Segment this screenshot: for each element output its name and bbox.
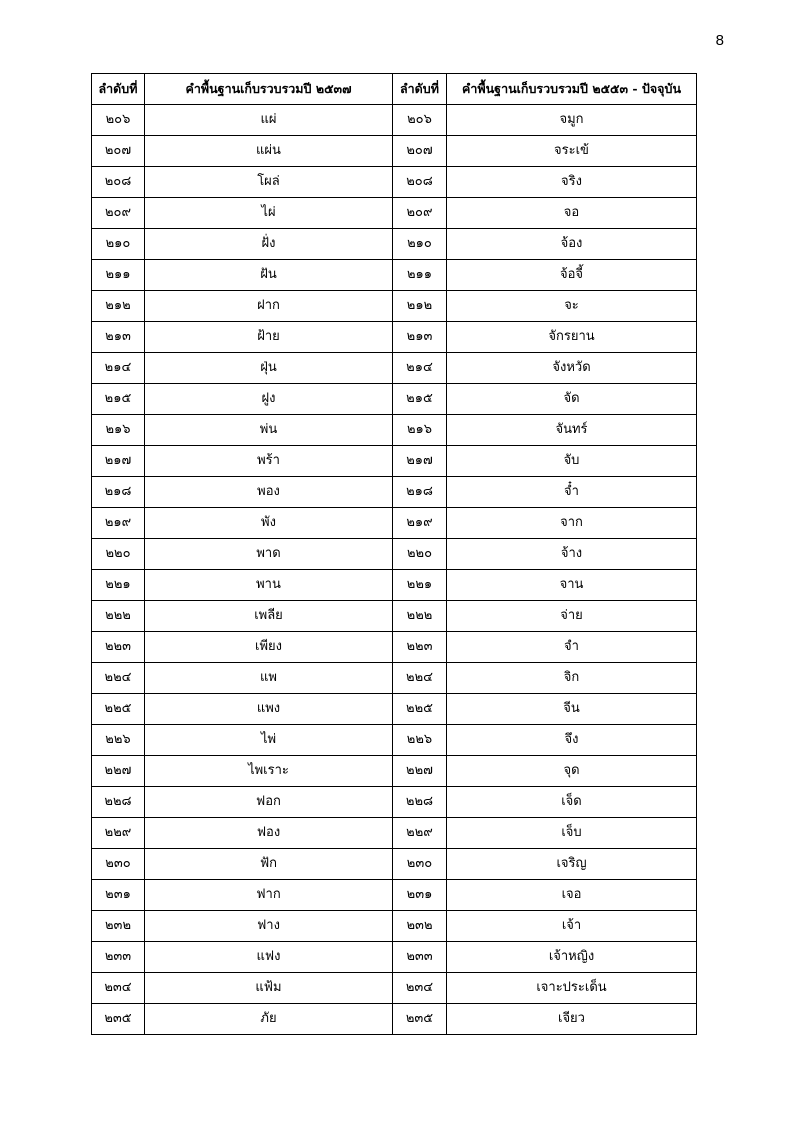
- table-row: [92, 942, 697, 973]
- word-2537: ฝั่ง: [145, 229, 393, 260]
- word-2553: เจาะประเด็น: [447, 973, 697, 1004]
- order-number-2537: ๒๑๔: [92, 353, 145, 384]
- word-2553: จัด: [447, 384, 697, 415]
- word-2537: แผ่น: [145, 136, 393, 167]
- word-2553: จักรยาน: [447, 322, 697, 353]
- order-number-2537: ๒๑๘: [92, 477, 145, 508]
- order-number-2553: ๒๓๔: [393, 973, 447, 1004]
- word-2553: จึง: [447, 725, 697, 756]
- header-order-2537: ลำดับที่: [92, 74, 145, 105]
- order-number-2553: ๒๑๐: [393, 229, 447, 260]
- order-number-2553: ๒๒๒: [393, 601, 447, 632]
- word-2537: แฟ้ม: [145, 973, 393, 1004]
- word-2553: จมูก: [447, 105, 697, 136]
- order-number-2553: ๒๑๖: [393, 415, 447, 446]
- word-2537: ฝุ่น: [145, 353, 393, 384]
- table-row: [92, 570, 697, 601]
- word-2553: จอ: [447, 198, 697, 229]
- order-number-2537: ๒๑๕: [92, 384, 145, 415]
- word-2537: ฟอง: [145, 818, 393, 849]
- order-number-2553: ๒๓๓: [393, 942, 447, 973]
- order-number-2537: ๒๐๘: [92, 167, 145, 198]
- table-row: [92, 725, 697, 756]
- word-2537: เพลีย: [145, 601, 393, 632]
- order-number-2537: ๒๓๓: [92, 942, 145, 973]
- order-number-2553: ๒๑๔: [393, 353, 447, 384]
- word-2553: เจียว: [447, 1004, 697, 1035]
- word-2553: จริง: [447, 167, 697, 198]
- table-header-row: [92, 74, 697, 105]
- order-number-2553: ๒๒๖: [393, 725, 447, 756]
- order-number-2553: ๒๓๕: [393, 1004, 447, 1035]
- order-number-2553: ๒๑๕: [393, 384, 447, 415]
- order-number-2537: ๒๐๖: [92, 105, 145, 136]
- order-number-2537: ๒๐๗: [92, 136, 145, 167]
- table-row: [92, 787, 697, 818]
- order-number-2537: ๒๒๘: [92, 787, 145, 818]
- order-number-2553: ๒๑๙: [393, 508, 447, 539]
- word-2553: จันทร์: [447, 415, 697, 446]
- word-2537: ไพเราะ: [145, 756, 393, 787]
- word-2553: จ๋ำ: [447, 477, 697, 508]
- word-2537: ภัย: [145, 1004, 393, 1035]
- word-2553: จระเข้: [447, 136, 697, 167]
- table-row: [92, 477, 697, 508]
- word-2553: จำ: [447, 632, 697, 663]
- table-row: [92, 353, 697, 384]
- word-2537: ไผ่: [145, 198, 393, 229]
- table-row: [92, 818, 697, 849]
- order-number-2553: ๒๑๓: [393, 322, 447, 353]
- word-2553: เจ็ด: [447, 787, 697, 818]
- word-2553: จ้าง: [447, 539, 697, 570]
- table-row: [92, 260, 697, 291]
- order-number-2537: ๒๒๗: [92, 756, 145, 787]
- order-number-2537: ๒๓๐: [92, 849, 145, 880]
- table-row: [92, 694, 697, 725]
- order-number-2537: ๒๒๖: [92, 725, 145, 756]
- header-words-2537: คำพื้นฐานเก็บรวบรวมปี ๒๕๓๗: [145, 74, 393, 105]
- order-number-2537: ๒๓๑: [92, 880, 145, 911]
- order-number-2553: ๒๓๑: [393, 880, 447, 911]
- table-row: [92, 880, 697, 911]
- table-row: [92, 756, 697, 787]
- order-number-2537: ๒๒๔: [92, 663, 145, 694]
- order-number-2553: ๒๐๖: [393, 105, 447, 136]
- table-row: [92, 446, 697, 477]
- word-2537: แฟง: [145, 942, 393, 973]
- order-number-2553: ๒๑๘: [393, 477, 447, 508]
- word-2553: เจ้าหญิง: [447, 942, 697, 973]
- table-row: [92, 384, 697, 415]
- order-number-2537: ๒๒๐: [92, 539, 145, 570]
- word-2553: เจ้า: [447, 911, 697, 942]
- order-number-2537: ๒๑๖: [92, 415, 145, 446]
- table-row: [92, 136, 697, 167]
- order-number-2537: ๒๑๓: [92, 322, 145, 353]
- order-number-2537: ๒๑๗: [92, 446, 145, 477]
- order-number-2553: ๒๒๑: [393, 570, 447, 601]
- order-number-2553: ๒๑๑: [393, 260, 447, 291]
- word-2537: ฟอก: [145, 787, 393, 818]
- header-words-2553: คำพื้นฐานเก็บรวบรวมปี ๒๕๕๓ - ปัจจุบัน: [447, 74, 697, 105]
- table-row: [92, 167, 697, 198]
- word-2537: แพง: [145, 694, 393, 725]
- order-number-2537: ๒๒๓: [92, 632, 145, 663]
- word-2553: จาก: [447, 508, 697, 539]
- order-number-2537: ๒๒๕: [92, 694, 145, 725]
- order-number-2553: ๒๒๘: [393, 787, 447, 818]
- word-2553: เจริญ: [447, 849, 697, 880]
- table-row: [92, 291, 697, 322]
- word-2553: จะ: [447, 291, 697, 322]
- word-2537: โผล่: [145, 167, 393, 198]
- order-number-2537: ๒๒๒: [92, 601, 145, 632]
- word-2553: จาน: [447, 570, 697, 601]
- order-number-2553: ๒๓๒: [393, 911, 447, 942]
- word-2553: จ้อง: [447, 229, 697, 260]
- word-2537: พอง: [145, 477, 393, 508]
- order-number-2553: ๒๓๐: [393, 849, 447, 880]
- table-row: [92, 849, 697, 880]
- order-number-2553: ๒๒๐: [393, 539, 447, 570]
- word-2553: จิก: [447, 663, 697, 694]
- order-number-2537: ๒๓๒: [92, 911, 145, 942]
- table-row: [92, 229, 697, 260]
- word-2553: จุด: [447, 756, 697, 787]
- order-number-2553: ๒๑๒: [393, 291, 447, 322]
- order-number-2553: ๒๒๓: [393, 632, 447, 663]
- word-2537: ไพ่: [145, 725, 393, 756]
- word-2553: จับ: [447, 446, 697, 477]
- header-order-2553: ลำดับที่: [393, 74, 447, 105]
- word-2537: ฝัน: [145, 260, 393, 291]
- order-number-2537: ๒๓๔: [92, 973, 145, 1004]
- word-2537: ฟาง: [145, 911, 393, 942]
- order-number-2537: ๒๑๙: [92, 508, 145, 539]
- order-number-2537: ๒๑๒: [92, 291, 145, 322]
- word-2553: จ่าย: [447, 601, 697, 632]
- word-2537: ฝ้าย: [145, 322, 393, 353]
- order-number-2537: ๒๑๑: [92, 260, 145, 291]
- table-row: [92, 322, 697, 353]
- page-number: 8: [715, 32, 724, 49]
- word-2553: เจอ: [447, 880, 697, 911]
- order-number-2537: ๒๑๐: [92, 229, 145, 260]
- order-number-2553: ๒๐๙: [393, 198, 447, 229]
- table-row: [92, 601, 697, 632]
- table-row: [92, 1004, 697, 1035]
- word-list-table: [91, 73, 697, 1035]
- order-number-2553: ๒๑๗: [393, 446, 447, 477]
- word-2537: ฟาก: [145, 880, 393, 911]
- table-row: [92, 663, 697, 694]
- table-row: [92, 415, 697, 446]
- word-2553: จีน: [447, 694, 697, 725]
- table-row: [92, 508, 697, 539]
- word-2537: พัง: [145, 508, 393, 539]
- order-number-2553: ๒๒๕: [393, 694, 447, 725]
- table-row: [92, 105, 697, 136]
- order-number-2537: ๒๒๑: [92, 570, 145, 601]
- word-2537: ฝาก: [145, 291, 393, 322]
- word-2537: พ่น: [145, 415, 393, 446]
- order-number-2553: ๒๒๗: [393, 756, 447, 787]
- word-2537: เพียง: [145, 632, 393, 663]
- word-2553: จ้อจี้: [447, 260, 697, 291]
- table-row: [92, 973, 697, 1004]
- table-row: [92, 539, 697, 570]
- order-number-2553: ๒๐๘: [393, 167, 447, 198]
- order-number-2537: ๒๒๙: [92, 818, 145, 849]
- word-2553: จังหวัด: [447, 353, 697, 384]
- table-body: [92, 105, 697, 1035]
- word-2537: พร้า: [145, 446, 393, 477]
- word-2537: ฟัก: [145, 849, 393, 880]
- word-2537: แพ: [145, 663, 393, 694]
- table-row: [92, 911, 697, 942]
- word-2537: แผ่: [145, 105, 393, 136]
- order-number-2553: ๒๐๗: [393, 136, 447, 167]
- table-row: [92, 632, 697, 663]
- order-number-2553: ๒๒๙: [393, 818, 447, 849]
- order-number-2553: ๒๒๔: [393, 663, 447, 694]
- order-number-2537: ๒๐๙: [92, 198, 145, 229]
- order-number-2537: ๒๓๕: [92, 1004, 145, 1035]
- word-2553: เจ็บ: [447, 818, 697, 849]
- word-2537: ฝูง: [145, 384, 393, 415]
- word-2537: พาด: [145, 539, 393, 570]
- table-row: [92, 198, 697, 229]
- word-2537: พาน: [145, 570, 393, 601]
